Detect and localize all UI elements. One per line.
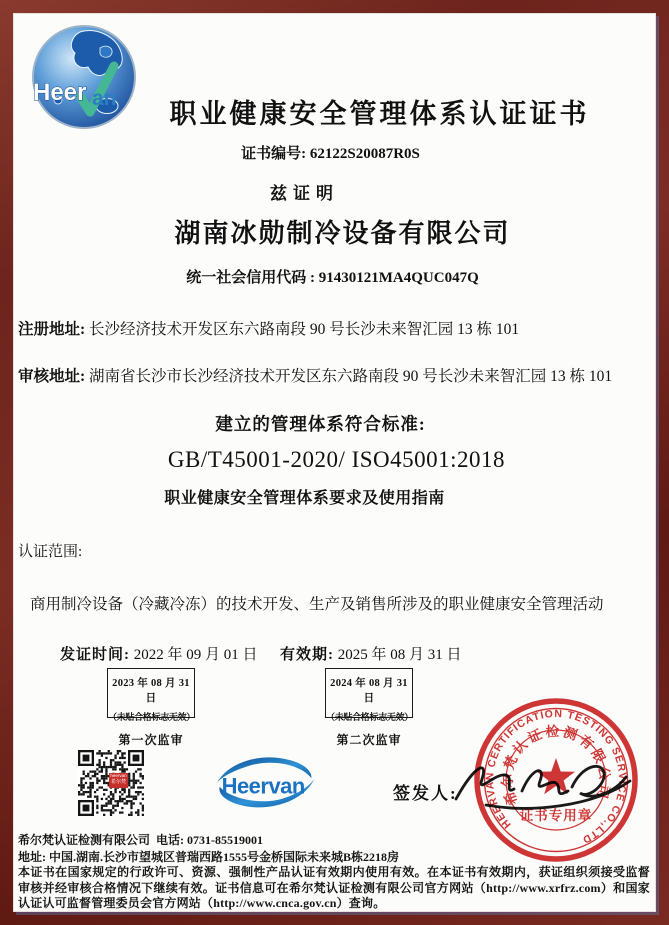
- heervan-wordmark-logo: [213, 753, 318, 816]
- standard-code: GB/T45001-2020/ ISO45001:2018: [167, 447, 506, 472]
- credit-code-value: 91430121MA4QUC047Q: [318, 270, 479, 286]
- certificate-terms: 本证书在国家规定的行政许可、资源、强制性产品认证有效期内使用有效。在本证书有效期内，获证组织须接受监督审核并经审核合格情况下继续有效。证书信息可在希尔梵认证检测有限公司官方网站（http://www.xrfrz.com）和国家认证认可监督管理委员会官方网站（http://www.cnca.gov.cn）查询。: [18, 865, 650, 910]
- issue-date-line: [60, 643, 258, 664]
- first-audit-caption: 第一次监审: [118, 733, 184, 747]
- scope-text: 商用制冷设备（冷藏冷冻）的技术开发、生产及销售所涉及的职业健康安全管理活动: [30, 596, 604, 613]
- qr-code: [78, 750, 144, 816]
- valid-date-label: 有效期:: [280, 647, 334, 663]
- issue-date-value: 2022 年 09 月 01 日: [133, 647, 258, 663]
- valid-date-line: [280, 643, 462, 664]
- issuer-phone: 电话: 0731-85519001: [156, 833, 264, 847]
- valid-date-value: 2025 年 08 月 31 日: [337, 647, 462, 663]
- globe-logo-text-an: an: [92, 87, 117, 110]
- audit-address-value: 湖南省长沙市长沙经济技术开发区东六路南段 90 号长沙未来智汇园 13 栋 101: [89, 368, 613, 385]
- globe-logo-text-heer: Heer: [33, 79, 87, 106]
- standard-name: 职业健康安全管理体系要求及使用指南: [164, 490, 445, 507]
- issuer-address-line: 地址: 中国.湖南.长沙市望城区普瑞西路1555号金桥国际未来城B栋2218房: [18, 850, 400, 864]
- scope-label: 认证范围:: [18, 544, 83, 560]
- audit-address-line: [18, 364, 612, 386]
- qr-center-label-line1: heervan: [110, 773, 127, 778]
- wordmark-text: Heervan: [221, 773, 305, 799]
- issuer-contact-line: [18, 831, 263, 848]
- first-audit-date: 2023 年 08 月 31 日: [112, 678, 190, 704]
- qr-center-label: [109, 773, 128, 788]
- audit-address-label: 审核地址:: [18, 368, 90, 385]
- signature: [450, 753, 635, 820]
- credit-code-line: [13, 266, 654, 287]
- seal-bottom-label: 证书专用章: [519, 808, 593, 823]
- qr-center-label-line2: 希尔梵: [110, 779, 126, 786]
- certificate-number-value: 62122S20087R0S: [309, 146, 420, 162]
- signature-icon: [450, 753, 635, 815]
- issue-date-label: 发证时间:: [60, 647, 130, 663]
- registered-address-line: [18, 317, 519, 339]
- standard-heading: 建立的管理体系符合标准:: [215, 414, 426, 434]
- seal-latin-text: HEERVAN CERTIFICATION TESTING SERVICE CO.,LTD: [484, 707, 629, 847]
- hereby-certify-text: 兹证明: [270, 184, 339, 203]
- certificate-title: 职业健康安全管理体系认证证书: [169, 99, 590, 129]
- registered-address-value: 长沙经济技术开发区东六路南段 90 号长沙未来智汇园 13 栋 101: [89, 321, 520, 338]
- certificate-number-line: [13, 142, 652, 163]
- second-audit-note: （未贴合格标志无效）: [326, 712, 414, 722]
- issuer-company-name: 希尔梵认证检测有限公司: [18, 833, 151, 847]
- credit-code-label: 统一社会信用代码 :: [186, 270, 319, 286]
- company-name: 湖南冰勋制冷设备有限公司: [174, 219, 511, 248]
- swoosh-logo-icon: [213, 753, 318, 811]
- first-audit-note: （未贴合格标志无效）: [108, 712, 196, 722]
- second-audit-date: 2024 年 08 月 31 日: [330, 678, 408, 704]
- seal-chinese-arc-text: 希尔梵认证检测有限公司: [499, 723, 613, 808]
- certificate-number-label: 证书编号:: [241, 146, 310, 162]
- second-audit-box: [325, 668, 414, 722]
- certificate-page: [13, 13, 656, 912]
- second-audit-caption: 第二次监审: [336, 733, 402, 747]
- registered-address-label: 注册地址:: [18, 321, 90, 338]
- first-audit-box: [107, 668, 196, 722]
- signer-label: 签发人:: [393, 784, 458, 803]
